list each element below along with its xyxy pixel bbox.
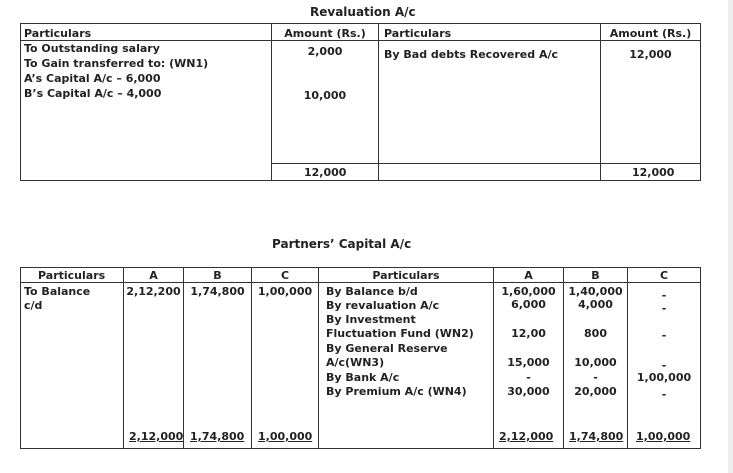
cap-header-b-dr: B [213,269,222,282]
rev-credit-amount: 12,000 [629,48,672,61]
cap-debit-line: To Balance [24,285,91,298]
cap-credit-line: By General Reserve [326,342,448,355]
cap-debit-c: 1,00,000 [257,285,313,298]
cap-header-border [20,282,700,283]
cap-credit-a: 1,60,000 [501,285,556,298]
cap-right-border [700,267,701,449]
cap-credit-a: 15,000 [507,356,550,369]
cap-credit-line: By Balance b/d [326,285,418,298]
cap-total-cr-c: 1,00,000 [636,430,691,443]
cap-debit-line: c/d [24,299,43,312]
cap-header-a-cr: A [524,269,533,282]
cap-credit-c: - [661,388,667,401]
rev-right-border [700,23,701,181]
cap-credit-c: - [661,289,667,302]
rev-left-border [20,23,21,181]
cap-debit-a: 2,12,200 [126,285,181,298]
rev-header-particulars-cr: Particulars [384,27,452,40]
rev-debit-amount: 10,000 [303,89,347,102]
rev-bottom-border [20,180,700,181]
cap-header-particulars-cr: Particulars [372,269,440,282]
cap-total-dr-a: 2,12,000 [129,430,184,443]
cap-credit-b: 800 [584,327,607,340]
cap-credit-b: - [593,371,598,384]
cap-credit-b: 1,40,000 [568,285,623,298]
cap-credit-a: 30,000 [507,385,550,398]
cap-credit-line: Fluctuation Fund (WN2) [326,327,474,340]
rev-total-cr: 12,000 [632,166,675,179]
cap-left-border [20,267,21,449]
capital-title: Partners’ Capital A/c [272,237,412,251]
rev-divider-3 [600,23,601,181]
cap-credit-line: By revaluation A/c [326,299,440,312]
rev-debit-line: To Gain transferred to: (WN1) [24,57,209,70]
rev-header-amount-cr: Amount (Rs.) [609,27,692,40]
rev-debit-amount: 2,000 [307,45,343,58]
cap-total-dr-c: 1,00,000 [258,430,313,443]
cap-total-cr-b: 1,74,800 [569,430,624,443]
cap-credit-c: - [661,329,667,342]
rev-top-border [20,23,700,24]
cap-header-particulars-dr: Particulars [38,269,106,282]
rev-header-border [20,40,700,41]
cap-credit-a: - [526,371,531,384]
cap-credit-line: A/c(WN3) [326,356,385,369]
page-edge [728,0,733,473]
cap-credit-c: - [661,359,667,372]
rev-total-top-rule [271,163,700,164]
cap-top-border [20,267,700,268]
cap-bottom-border [20,448,700,449]
rev-debit-line: A’s Capital A/c – 6,000 [24,72,161,85]
rev-total-dr: 12,000 [304,166,347,179]
cap-header-c-dr: C [280,269,290,282]
cap-credit-line: By Premium A/c (WN4) [326,385,467,398]
cap-credit-a: 12,00 [511,327,546,340]
cap-credit-b: 10,000 [574,356,617,369]
revaluation-title: Revaluation A/c [310,5,416,19]
rev-header-amount-dr: Amount (Rs.) [284,27,366,40]
rev-header-particulars-dr: Particulars [24,27,92,40]
cap-credit-line: By Bank A/c [326,371,400,384]
rev-divider-2 [378,23,379,181]
cap-credit-b: 20,000 [574,385,617,398]
rev-credit-line: By Bad debts Recovered A/c [384,48,559,61]
cap-debit-b: 1,74,800 [190,285,245,298]
cap-credit-b: 4,000 [578,298,613,311]
cap-credit-c: 1,00,000 [636,371,692,384]
cap-credit-line: By Investment [326,313,416,326]
cap-credit-c: - [661,302,667,315]
cap-total-cr-a: 2,12,000 [499,430,554,443]
cap-header-b-cr: B [591,269,600,282]
cap-divider [318,267,319,449]
cap-total-dr-b: 1,74,800 [190,430,245,443]
rev-debit-line: To Outstanding salary [24,42,160,55]
rev-debit-line: B’s Capital A/c – 4,000 [24,87,162,100]
cap-header-c-cr: C [659,269,669,282]
cap-credit-a: 6,000 [511,298,546,311]
cap-header-a-dr: A [149,269,158,282]
